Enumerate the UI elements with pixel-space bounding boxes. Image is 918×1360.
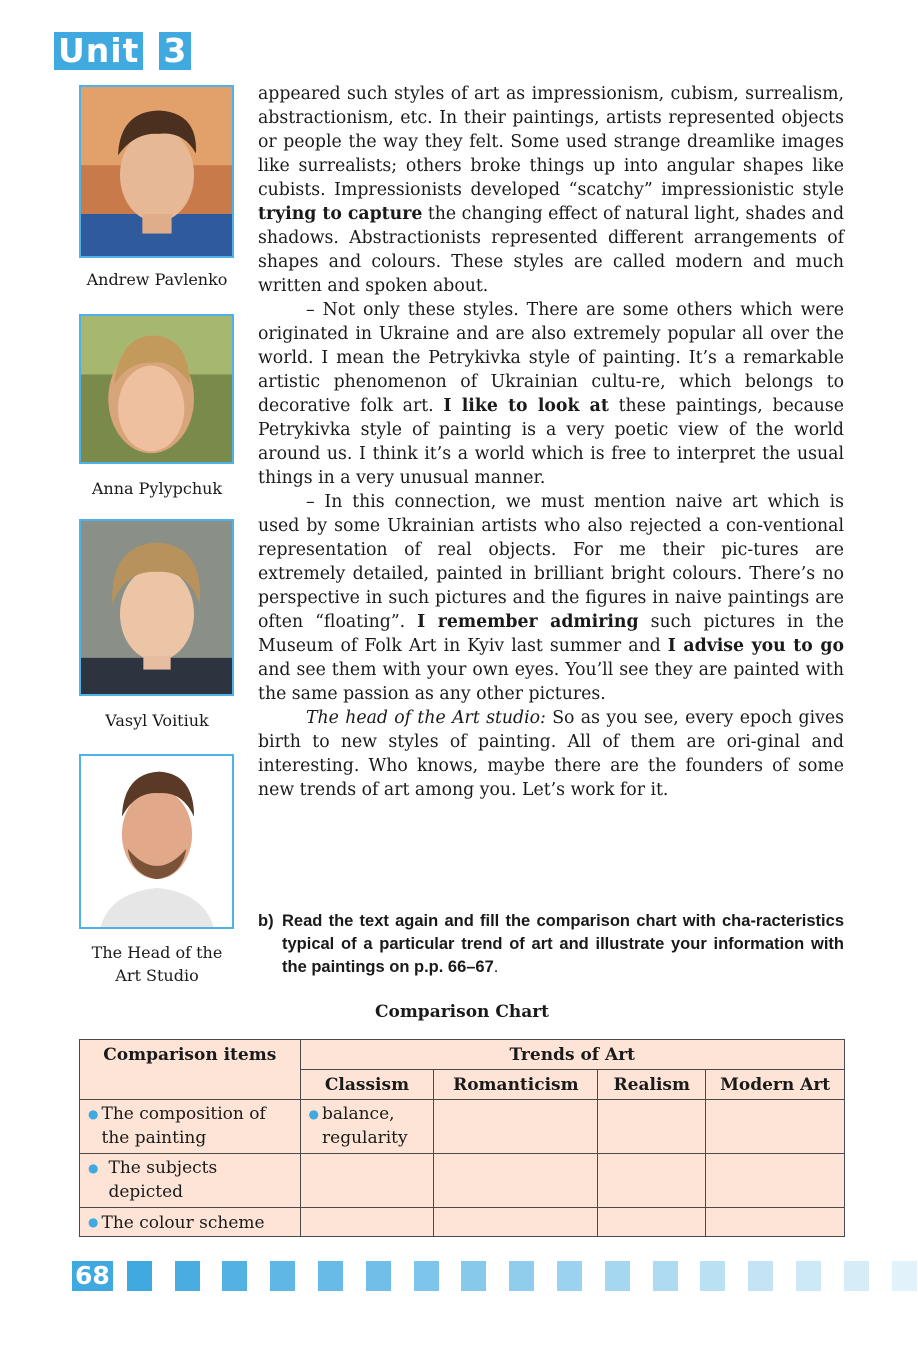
row-item-label: The colour scheme [101, 1212, 265, 1233]
header-realism: Realism [598, 1070, 706, 1100]
classism-wrap [309, 1102, 426, 1150]
row-item-label: The composition of the painting [101, 1104, 266, 1148]
empty-cell [434, 1100, 598, 1154]
bold-phrase: trying to capture [258, 204, 423, 224]
task-end: . [493, 958, 499, 976]
empty-cell [434, 1154, 598, 1208]
decorative-square [366, 1261, 391, 1291]
paragraph-3 [258, 490, 844, 706]
task-letter: b) [258, 912, 274, 930]
bullet-icon: ● [88, 1107, 99, 1121]
portrait-photo-icon [81, 521, 232, 694]
decorative-square [700, 1261, 725, 1291]
caption-andrew: Andrew Pavlenko [86, 270, 228, 289]
header-modern-art: Modern Art [706, 1070, 845, 1100]
empty-cell [300, 1208, 434, 1237]
bullet-icon: ● [88, 1214, 99, 1229]
text-span: So as you see, every epoch gives birth to new styles of painting. All of them are ori-ginal and interesting. Who knows, maybe there are the founders of some new trends of art among you. Let’s work for it. [258, 708, 844, 800]
empty-cell [434, 1208, 598, 1237]
decorative-square [414, 1261, 439, 1291]
portrait-photo-icon [81, 87, 232, 256]
text-span: these paintings, because Petrykivka style of painting is a very poetic view of the world around us. I think it’s a world which is free to interpret the usual things in a very unusual manner. [258, 396, 845, 488]
header-romanticism: Romanticism [434, 1070, 598, 1100]
table-row [80, 1100, 845, 1154]
decorative-square [892, 1261, 917, 1291]
bullet-icon: ● [308, 1107, 320, 1121]
caption-vasyl: Vasyl Voitiuk [105, 711, 209, 730]
bold-phrase: I remember admiring [417, 612, 639, 632]
empty-cell [598, 1208, 706, 1237]
row-item-wrap [88, 1156, 292, 1204]
speaker-label: The head of the Art studio: [306, 708, 546, 728]
table-row [80, 1154, 845, 1208]
unit-number: 3 [159, 32, 191, 70]
decorative-square [127, 1261, 152, 1291]
empty-cell [300, 1154, 434, 1208]
portrait-photo-anna [79, 314, 234, 464]
decorative-squares [127, 1261, 918, 1291]
row-item-label: The subjects depicted [108, 1158, 218, 1202]
portrait-photo-head [79, 754, 234, 929]
row-item-cell [80, 1208, 301, 1237]
bold-phrase: I like to look at [443, 396, 609, 416]
caption-head-line2: Art Studio [115, 966, 199, 985]
decorative-square [175, 1261, 200, 1291]
empty-cell [598, 1154, 706, 1208]
decorative-square [318, 1261, 343, 1291]
chart-title: Comparison Chart [374, 1002, 550, 1022]
decorative-square [748, 1261, 773, 1291]
header-comparison-items: Comparison items [80, 1040, 301, 1100]
decorative-square [222, 1261, 247, 1291]
empty-cell [598, 1100, 706, 1154]
page-number: 68 [72, 1261, 113, 1291]
bold-phrase: I advise you to go [667, 636, 844, 656]
portrait-photo-andrew [79, 85, 234, 258]
comparison-chart-table [79, 1039, 845, 1237]
header-trends-of-art: Trends of Art [300, 1040, 844, 1070]
paragraph-1 [258, 82, 844, 298]
decorative-square [844, 1261, 869, 1291]
caption-anna: Anna Pylypchuk [91, 479, 223, 498]
portrait-photo-icon [81, 316, 232, 462]
caption-head [70, 941, 244, 987]
empty-cell [706, 1100, 845, 1154]
table-header-row [80, 1040, 845, 1070]
row-item-cell [80, 1100, 301, 1154]
decorative-square [270, 1261, 295, 1291]
decorative-square [557, 1261, 582, 1291]
header-classism: Classism [300, 1070, 434, 1100]
portrait-photo-icon [81, 756, 232, 927]
bullet-icon: ● [88, 1161, 99, 1175]
unit-label: Unit [54, 32, 143, 70]
text-span: appeared such styles of art as impressionism, cubism, surrealism, abstractionism, etc. In their paintings, artists represented objects or people the way they felt. Some used strange dreamlike images like surrealists; others broke things up into angular shapes like cubists. Impressionists developed “scatchy” impressionistic style [258, 84, 844, 200]
text-span: the changing effect of natural light, shades and shadows. Abstractionists represented different arrangements of shapes and colours. These styles are called modern and much written and spoken about. [258, 204, 845, 296]
text-span: – In this connection, we must mention naive art which is used by some Ukrainian artists who also rejected a con-ventional representation of real objects. For me their pic-tures are extremely detailed, painted in brilliant bright colours. There’s no perspective in such pictures and the figures in naive paintings are often “floating”. [258, 492, 844, 632]
decorative-square [509, 1261, 534, 1291]
decorative-square [461, 1261, 486, 1291]
empty-cell [706, 1208, 845, 1237]
task-text-wrap [282, 910, 844, 979]
text-span: such pictures in the Museum of Folk Art in Kyiv last summer and [258, 612, 845, 656]
paragraph-4 [258, 706, 844, 802]
empty-cell [706, 1154, 845, 1208]
text-span: and see them with your own eyes. You’ll see they are painted with the same passion as any other pictures. [258, 660, 844, 704]
classism-cell [300, 1100, 434, 1154]
task-instruction [258, 910, 844, 979]
text-span: – Not only these styles. There are some others which were originated in Ukraine and are also extremely popular all over the world. I mean the Petrykivka style of painting. It’s a remarkable artistic phenomenon of Ukrainian cultu-re, which belongs to decorative folk art. [258, 300, 844, 416]
decorative-square [605, 1261, 630, 1291]
paragraph-2 [258, 298, 844, 490]
row-item-cell [80, 1154, 301, 1208]
table-row [80, 1208, 845, 1237]
classism-value: balance, regularity [322, 1104, 408, 1148]
decorative-square [653, 1261, 678, 1291]
unit-header [54, 32, 191, 70]
decorative-square [796, 1261, 821, 1291]
row-item-wrap [88, 1102, 292, 1150]
portrait-photo-vasyl [79, 519, 234, 696]
main-text [258, 82, 844, 802]
task-text: Read the text again and fill the comparison chart with cha-racteristics typical of a particular trend of art and illustrate your information with the paintings on p.p. 66–67 [282, 912, 844, 976]
page-footer [72, 1261, 918, 1291]
caption-head-line1: The Head of the [91, 943, 223, 962]
